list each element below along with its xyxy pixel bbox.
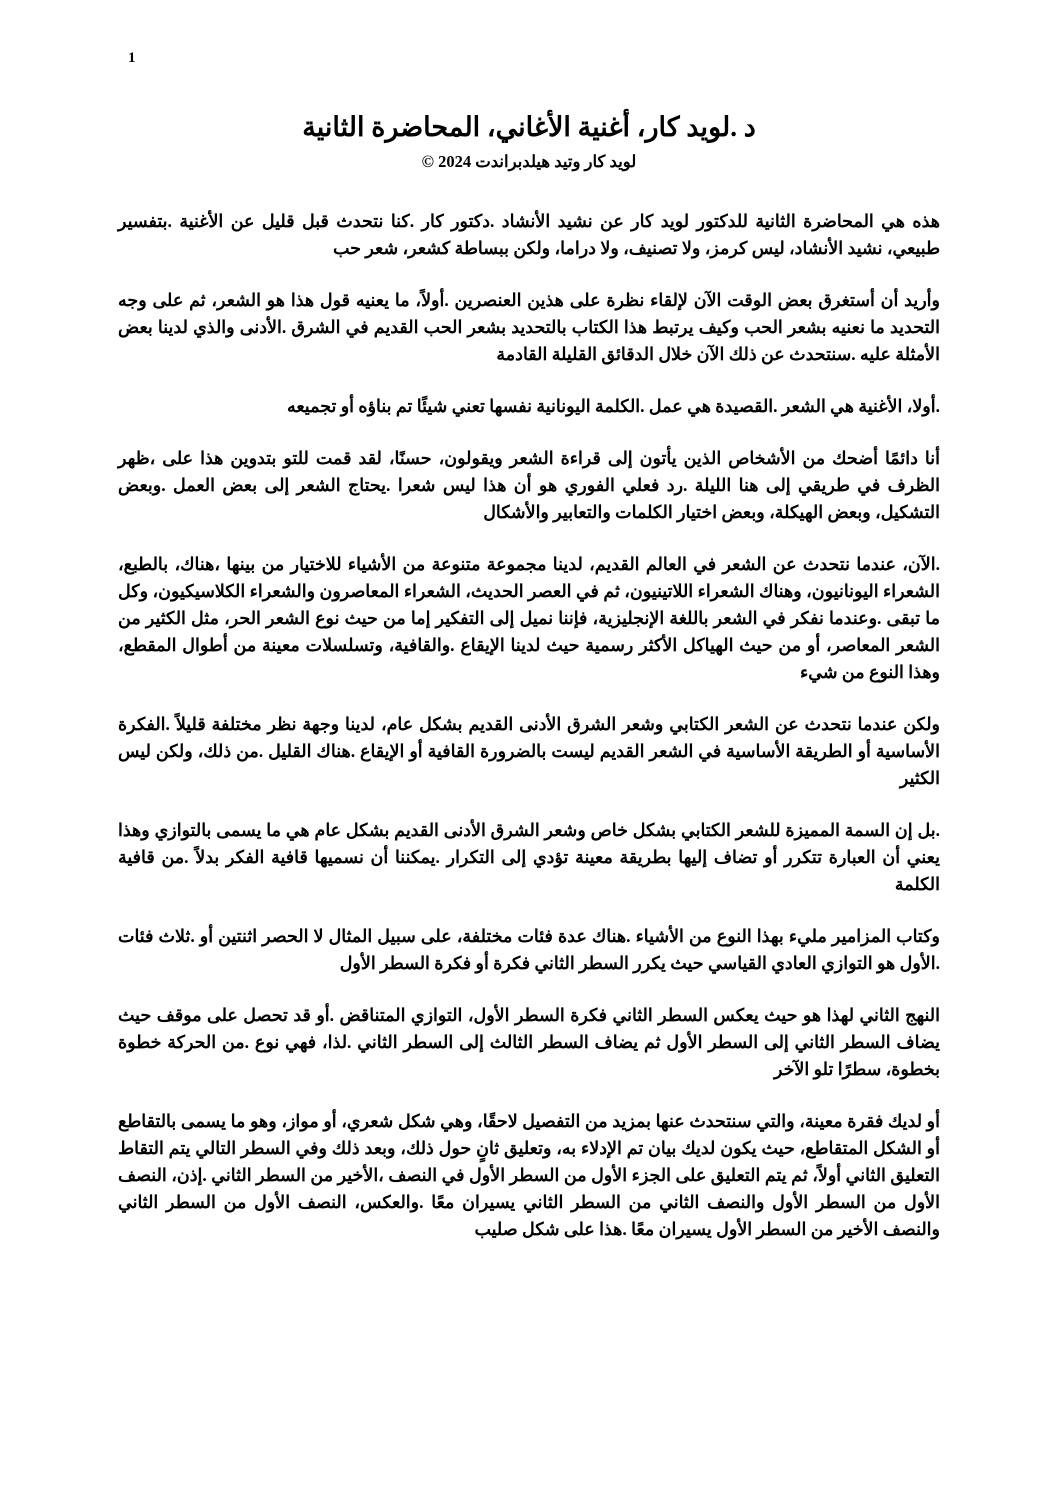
paragraph: .الآن، عندما نتحدث عن الشعر في العالم القديم، لدينا مجموعة متنوعة من الأشياء للاختيار من بينها ،هناك، بالطبع، الشعراء اليونانيون، وهناك الشعراء اللاتينيون، ثم في العصر الحديث، الشعراء المعاصرون والشعراء الكلاسيكيون، وكل ما تبقى .وعندما نفكر في الشعر باللغة الإنجليزية، فإننا نميل إلى التفكير إما من حيث نوع الشعر الحر، مثل الكثير من الشعر المعاصر، أو من حيث الهياكل الأكثر رسمية حيث لدينا الإيقاع .والقافية، وتسلسلات معينة من أطوال المقطع، وهذا النوع من شيء (118, 553, 940, 682)
document-body (118, 208, 940, 1243)
paragraph: النهج الثاني لهذا هو حيث يعكس السطر الثاني فكرة السطر الأول، التوازي المتناقض .أو قد تحصل على موقف حيث يضاف السطر الثاني إلى السطر الأول ثم يضاف السطر الثالث إلى السطر الثاني .لذا، فهي نوع .من الحركة خطوة بخطوة، سطرًا تلو الآخر (118, 1004, 940, 1079)
paragraph: .أولا، الأغنية هي الشعر .القصيدة هي عمل .الكلمة اليونانية نفسها تعني شيئًا تم بناؤه أو تجميعه (286, 395, 940, 416)
document-title: د .لويد كار، أغنية الأغاني، المحاضرة الثانية (302, 112, 756, 142)
paragraph: أنا دائمًا أضحك من الأشخاص الذين يأتون إلى قراءة الشعر ويقولون، حسنًا، لقد قمت للتو بتدوين هذا على ،ظهر الظرف في طريقي إلى هنا الليلة .رد فعلي الفوري هو أن هذا ليس شعرا .يحتاج الشعر إلى بعض العمل .وبعض التشكيل، وبعض الهيكلة، وبعض اختيار الكلمات والتعابير والأشكال (118, 447, 940, 522)
paragraph: ولكن عندما نتحدث عن الشعر الكتابي وشعر الشرق الأدنى القديم بشكل عام، لدينا وجهة نظر مختلفة قليلاً .الفكرة الأساسية أو الطريقة الأساسية في الشعر القديم ليست بالضرورة القافية أو الإيقاع .هناك القليل .من ذلك، ولكن ليس الكثير (118, 713, 940, 788)
paragraph: أو لديك فقرة معينة، والتي سنتحدث عنها بمزيد من التفصيل لاحقًا، وهي شكل شعري، أو مواز، وهو ما يسمى بالتقاطع أو الشكل المتقاطع، حيث يكون لديك بيان تم الإدلاء به، وتعليق ثانٍ حول ذلك، وبعد ذلك وفي السطر التالي يتم التقاط التعليق الثاني أولاً، ثم يتم التعليق على الجزء الأول من السطر الأول في النصف ،الأخير من السطر الثاني .إذن، النصف الأول من السطر الأول والنصف الثاني من السطر الثاني يسيران معًا .والعكس، النصف الأول من السطر الثاني والنصف الأخير من السطر الأول يسيران معًا .هذا على شكل صليب (118, 1110, 940, 1239)
paragraph: هذه هي المحاضرة الثانية للدكتور لويد كار عن نشيد الأنشاد .دكتور كار .كنا نتحدث قبل قليل عن الأغنية .بتفسير طبيعي، نشيد الأنشاد، ليس كرمز، ولا تصنيف، ولا دراما، ولكن ببساطة كشعر، شعر حب (118, 210, 940, 258)
copyright-byline: لويد كار وتيد هيلدبراندت 2024 © (421, 151, 637, 171)
page-number: 1 (128, 50, 136, 66)
paragraph: .بل إن السمة المميزة للشعر الكتابي بشكل خاص وشعر الشرق الأدنى القديم بشكل عام هي ما يسمى بالتوازي وهذا يعني أن العبارة تتكرر أو تضاف إليها بطريقة معينة تؤدي إلى التكرار .يمكننا أن نسميها قافية الفكر بدلاً .من قافية الكلمة (118, 819, 940, 894)
paragraph: وأريد أن أستغرق بعض الوقت الآن لإلقاء نظرة على هذين العنصرين .أولاً، ما يعنيه قول هذا هو الشعر، ثم على وجه التحديد ما نعنيه بشعر الحب وكيف يرتبط هذا الكتاب بالتحديد بشعر الحب القديم في الشرق .الأدنى والذي لدينا بعض الأمثلة عليه .سنتحدث عن ذلك الآن خلال الدقائق القليلة القادمة (118, 289, 940, 364)
paragraph: وكتاب المزامير مليء بهذا النوع من الأشياء .هناك عدة فئات مختلفة، على سبيل المثال لا الحصر اثنتين أو .ثلاث فئات .الأول هو التوازي العادي القياسي حيث يكرر السطر الثاني فكرة أو فكرة السطر الأول (118, 925, 940, 973)
